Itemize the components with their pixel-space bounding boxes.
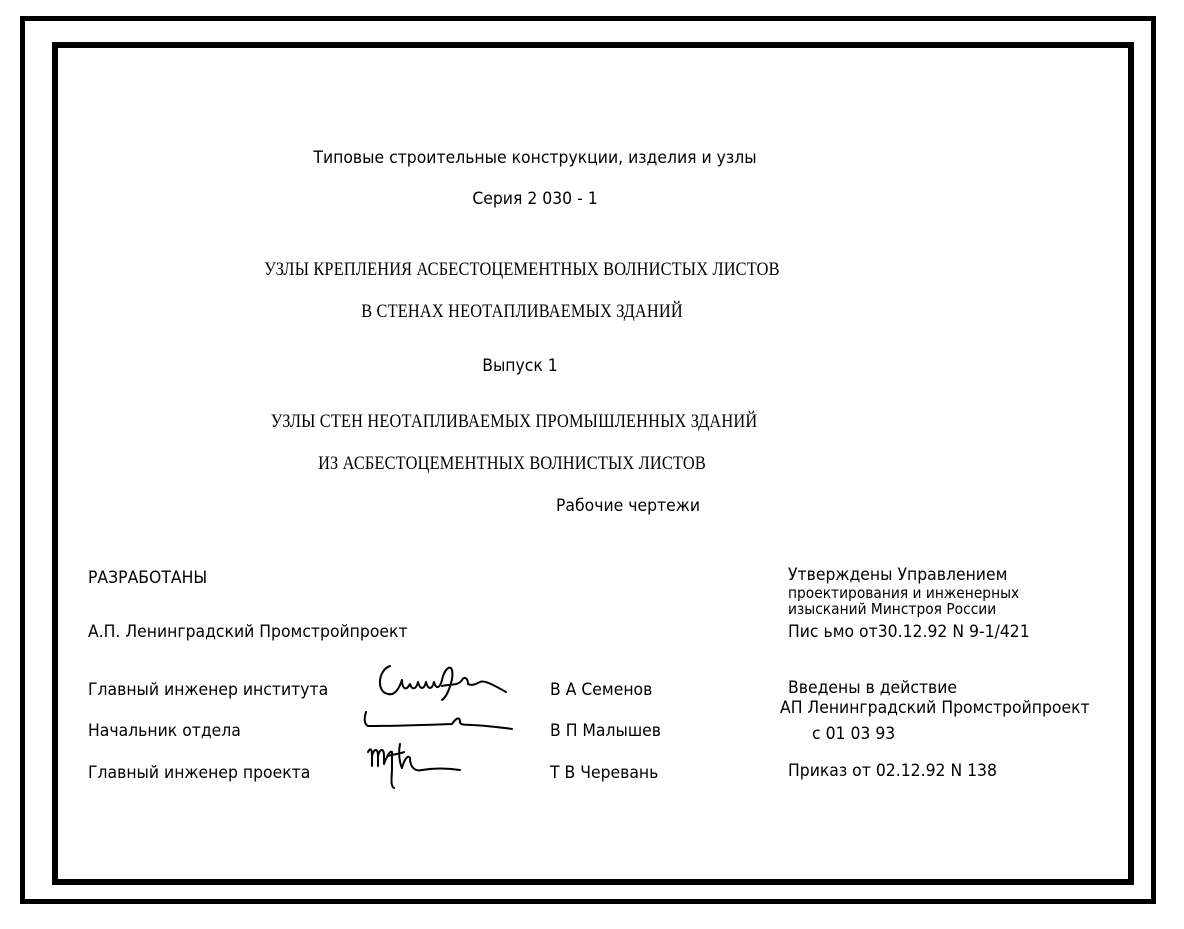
staff-name-3: Т В Черевань bbox=[550, 763, 659, 783]
order-ref: Приказ от 02.12.92 N 138 bbox=[788, 761, 997, 781]
main-title-line2: В СТЕНАХ НЕОТАПЛИВАЕМЫХ ЗДАНИЙ bbox=[361, 301, 683, 322]
approval-letter: Пис ьмо от30.12.92 N 9-1/421 bbox=[788, 622, 1030, 642]
approved-by-line2: проектирования и инженерных bbox=[788, 584, 1020, 602]
introduced-label: Введены в действие bbox=[788, 678, 958, 698]
introduced-org: АП Ленинградский Промстройпроект bbox=[780, 698, 1090, 718]
series-number: Серия 2 030 - 1 bbox=[472, 189, 598, 209]
doc-type: Рабочие чертежи bbox=[556, 496, 701, 516]
signature-semenov bbox=[372, 656, 512, 702]
subtitle-line2: ИЗ АСБЕСТОЦЕМЕНТНЫХ ВОЛНИСТЫХ ЛИСТОВ bbox=[318, 453, 706, 474]
developed-heading: РАЗРАБОТАНЫ bbox=[88, 568, 208, 588]
staff-role-2: Начальник отдела bbox=[88, 721, 241, 741]
main-title-line1: УЗЛЫ КРЕПЛЕНИЯ АСБЕСТОЦЕМЕНТНЫХ ВОЛНИСТЫХ ЛИСТОВ bbox=[264, 259, 780, 280]
staff-name-2: В П Малышев bbox=[550, 721, 662, 741]
staff-role-3: Главный инженер проекта bbox=[88, 763, 311, 783]
signature-malyshev bbox=[356, 708, 516, 734]
staff-role-1: Главный инженер института bbox=[88, 680, 329, 700]
issue-number: Выпуск 1 bbox=[482, 356, 558, 376]
subtitle-line1: УЗЛЫ СТЕН НЕОТАПЛИВАЕМЫХ ПРОМЫШЛЕННЫХ ЗДАНИЙ bbox=[270, 411, 758, 432]
approved-by-line3: изысканий Минстроя России bbox=[788, 600, 997, 618]
series-category: Типовые строительные конструкции, изделия и узлы bbox=[313, 148, 757, 168]
approved-by: Утверждены Управлением bbox=[788, 565, 1008, 585]
developer-org: А.П. Ленинградский Промстройпроект bbox=[88, 622, 408, 642]
introduced-date: с 01 03 93 bbox=[812, 724, 896, 744]
staff-name-1: В А Семенов bbox=[550, 680, 653, 700]
signature-cherevan bbox=[364, 740, 468, 794]
